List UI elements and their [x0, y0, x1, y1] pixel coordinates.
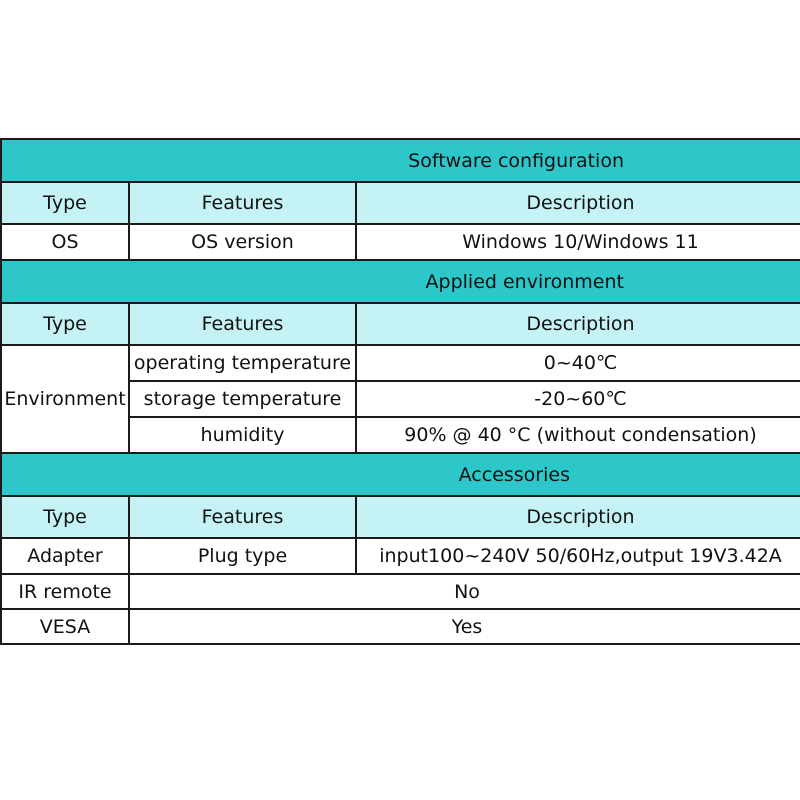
header-type: Type: [1, 496, 129, 538]
cell-description: input100~240V 50/60Hz,output 19V3.42A: [356, 538, 800, 574]
cell-feature: humidity: [129, 417, 356, 453]
spec-table: [0, 138, 800, 645]
cell-feature: Plug type: [129, 538, 356, 574]
section-software-row: [1, 139, 800, 182]
header-row: [1, 303, 800, 345]
cell-description: -20~60℃: [356, 381, 800, 417]
cell-type: VESA: [1, 609, 129, 644]
table-row: [1, 345, 800, 381]
cell-feature: OS version: [129, 224, 356, 260]
cell-feature: storage temperature: [129, 381, 356, 417]
cell-description: 90% @ 40 °C (without condensation): [356, 417, 800, 453]
cell-feature: operating temperature: [129, 345, 356, 381]
section-title-environment: Applied environment: [1, 260, 800, 303]
table-row: [1, 609, 800, 644]
cell-value: Yes: [129, 609, 800, 644]
cell-value: No: [129, 574, 800, 609]
header-description: Description: [356, 303, 800, 345]
section-environment-row: [1, 260, 800, 303]
cell-type: IR remote: [1, 574, 129, 609]
header-row: [1, 496, 800, 538]
header-description: Description: [356, 182, 800, 224]
header-features: Features: [129, 496, 356, 538]
cell-type: OS: [1, 224, 129, 260]
header-description: Description: [356, 496, 800, 538]
header-type: Type: [1, 182, 129, 224]
cell-type: Adapter: [1, 538, 129, 574]
section-title-software: Software configuration: [1, 139, 800, 182]
cell-description: Windows 10/Windows 11: [356, 224, 800, 260]
table-row: [1, 538, 800, 574]
table-row: [1, 574, 800, 609]
header-row: [1, 182, 800, 224]
cell-type-environment: Environment: [1, 345, 129, 453]
header-type: Type: [1, 303, 129, 345]
section-accessories-row: [1, 453, 800, 496]
cell-description: 0~40℃: [356, 345, 800, 381]
header-features: Features: [129, 182, 356, 224]
header-features: Features: [129, 303, 356, 345]
table-row: [1, 224, 800, 260]
section-title-accessories: Accessories: [1, 453, 800, 496]
